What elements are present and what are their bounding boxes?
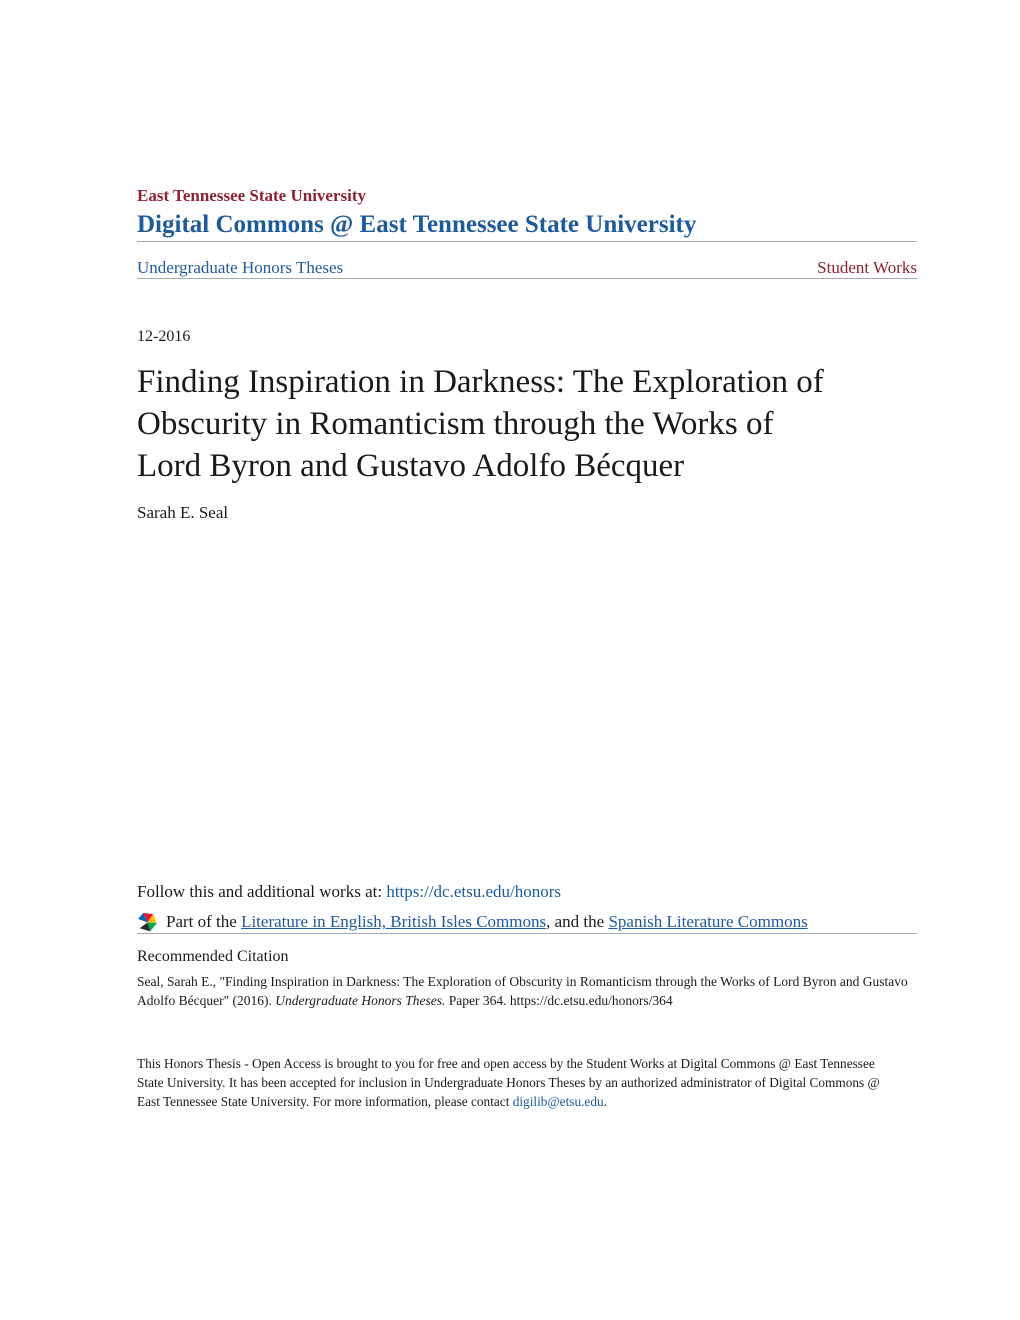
cover-footer [137,1054,885,1111]
follow-works-label: Follow this and additional works at: [137,882,387,902]
contact-email-link[interactable]: digilib@etsu.edu [512,1094,604,1110]
thesis-title-line-3: Lord Byron and Gustavo Adolfo Bécquer [137,448,685,485]
part-of-text [166,911,808,933]
publication-date: 12-2016 [137,327,191,345]
citation-series-title: Undergraduate Honors Theses. [275,993,446,1009]
recommended-citation-section [137,948,917,1010]
nav-divider [137,278,917,279]
footer-statement: This Honors Thesis - Open Access is brought to you for free and open access by the Student Works at Digital Commons @ East Tennessee State University. It has been accepted for inclusion in Undergraduate Honors Theses by an authorized administrator of Digital Commons @ East Tennessee State University. For more information, please contact [137,1056,880,1110]
part-of-middle: , and the [546,912,609,932]
author-name: Sarah E. Seal [137,503,229,523]
citation-before-series: Seal, Sarah E., "Finding Inspiration in Darkness: The Exploration of Obscurity in Romanticism through the Works of Lord Byron and Gustavo Adolfo Bécquer" (2016). [137,974,908,1009]
part-of-line [137,911,917,933]
thesis-title-line-2: Obscurity in Romanticism through the Works of [137,406,774,443]
header-divider [137,241,917,242]
collection-link[interactable]: Student Works [817,257,917,277]
footer-statement-end: . [603,1094,607,1110]
honors-collection-url-link[interactable]: https://dc.etsu.edu/honors [386,882,562,902]
digital-commons-network-icon [137,912,158,933]
follow-works-line [137,881,917,903]
recommended-citation-heading: Recommended Citation [137,948,289,966]
breadcrumb-row [137,258,917,278]
part-of-prefix: Part of the [166,912,242,932]
recommended-citation-text [137,972,917,1010]
commons-link-literature-english-british-isles[interactable]: Literature in English, British Isles Commons [241,912,547,932]
citation-divider [137,933,917,934]
institution-name: East Tennessee State University [137,186,367,205]
cover-main [137,327,917,1112]
citation-after-series: Paper 364. https://dc.etsu.edu/honors/364 [445,993,673,1009]
thesis-title-line-1: Finding Inspiration in Darkness: The Exploration of [137,364,824,401]
series-link[interactable]: Undergraduate Honors Theses [137,257,344,277]
commons-link-spanish-literature[interactable]: Spanish Literature Commons [608,912,808,932]
repository-header [137,186,917,241]
thesis-title [137,361,917,487]
site-title-link[interactable]: Digital Commons @ East Tennessee State University [137,211,697,239]
